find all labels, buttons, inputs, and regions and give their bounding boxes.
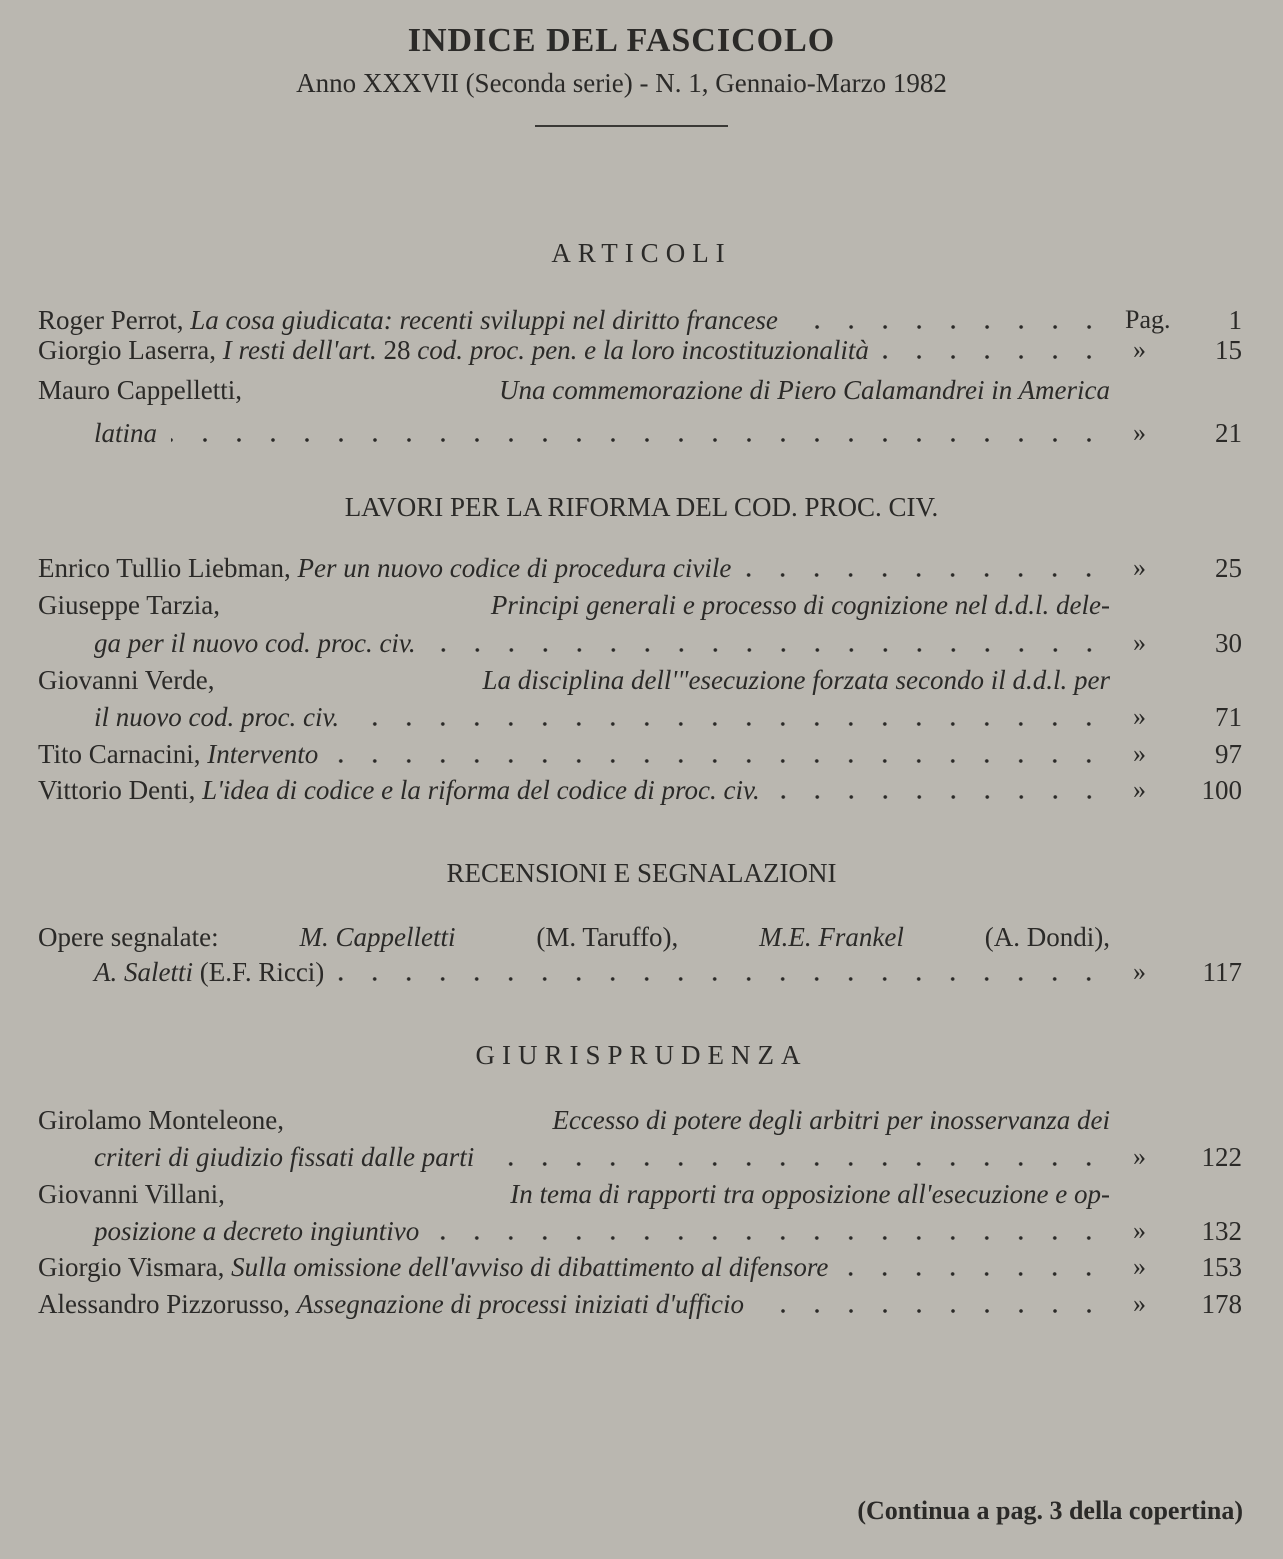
page-marker: » <box>1133 1142 1146 1171</box>
toc-entry-line <box>94 1214 1110 1248</box>
toc-entry-line <box>38 1103 1110 1137</box>
entry-title-text: I resti dell'art. <box>222 335 384 365</box>
dot-leader <box>774 793 1106 801</box>
dot-leader <box>792 323 1106 331</box>
section-heading: RECENSIONI E SEGNALAZIONI <box>446 858 837 888</box>
page-number: 117 <box>1202 957 1242 987</box>
toc-entry-line <box>38 551 1110 585</box>
page-number: 25 <box>1215 553 1242 583</box>
dot-leader <box>338 975 1106 983</box>
toc-entry-line <box>94 416 1110 450</box>
entry-author-text: Alessandro Pizzorusso, <box>38 1289 297 1319</box>
entry-author-text: Giovanni Verde, <box>38 665 222 695</box>
entry-title-text: Principi generali e processo di cognizione nel d.d.l. dele- <box>490 590 1110 620</box>
page-number: 122 <box>1201 1142 1242 1172</box>
entry-title-text: Per un nuovo codice di procedura civile <box>297 553 732 583</box>
page-number: 100 <box>1201 775 1242 805</box>
page-number: 178 <box>1201 1289 1242 1319</box>
entry-title-text: ga per il nuovo cod. proc. civ. <box>94 628 416 658</box>
entry-author-text: Mauro Cappelletti, <box>38 375 249 405</box>
entry-author-text: Giorgio Laserra, <box>38 335 223 365</box>
page-marker: » <box>1133 739 1146 768</box>
entry-author-text: (M. Taruffo), <box>536 922 686 952</box>
dot-leader <box>433 1234 1106 1242</box>
entry-title-text: Assegnazione di processi iniziati d'ufficio <box>296 1289 744 1319</box>
page-marker: » <box>1133 335 1146 364</box>
entry-title-text: M. Cappelletti <box>299 922 463 952</box>
dot-leader <box>883 353 1106 361</box>
entry-title-text: La disciplina dell'"esecuzione forzata secondo il d.d.l. per <box>482 665 1110 695</box>
dot-leader <box>353 720 1106 728</box>
entry-title-text: Intervento <box>207 739 319 769</box>
entry-title-text: A. Saletti <box>94 957 200 987</box>
document-title: INDICE DEL FASCICOLO <box>407 22 836 59</box>
toc-entry-line <box>38 1287 1110 1321</box>
entry-title-text: cod. proc. pen. e la loro incostituzionalità <box>417 335 869 365</box>
toc-entry-line <box>38 737 1110 771</box>
toc-entry-line <box>38 333 1110 367</box>
dot-leader <box>488 1160 1106 1168</box>
entry-title-text: La cosa giudicata: recenti sviluppi nel diritto francese <box>190 305 778 335</box>
dot-leader <box>745 571 1106 579</box>
toc-entry-line <box>94 1140 1110 1174</box>
entry-title-text: Sulla omissione dell'avviso di dibattimento al difensore <box>231 1252 829 1282</box>
toc-entry-line <box>38 303 1110 337</box>
entry-author-text: (A. Dondi), <box>984 922 1110 952</box>
toc-entry-line <box>38 1177 1110 1211</box>
toc-entry-line <box>94 700 1110 734</box>
entry-title-text: L'idea di codice e la riforma del codice di proc. civ. <box>202 775 760 805</box>
page-number: 71 <box>1215 702 1242 732</box>
entry-author-text: Opere segnalate: <box>38 922 226 952</box>
page-marker: Pag. <box>1125 305 1171 334</box>
toc-entry-line <box>38 920 1110 954</box>
page-marker: » <box>1133 1252 1146 1281</box>
toc-entry-line <box>38 588 1110 622</box>
toc-entry-line <box>38 663 1110 697</box>
entry-author-text: Giovanni Villani, <box>38 1179 232 1209</box>
entry-author-text: Roger Perrot, <box>38 305 191 335</box>
entry-author-text: Tito Carnacini, <box>38 739 208 769</box>
toc-entry-line <box>94 955 1110 989</box>
entry-author-text: Girolamo Monteleone, <box>38 1105 291 1135</box>
dot-leader <box>842 1270 1106 1278</box>
dot-leader <box>758 1307 1106 1315</box>
entry-author-text: Giorgio Vismara, <box>38 1252 232 1282</box>
dot-leader <box>171 436 1106 444</box>
page-marker: » <box>1133 702 1146 731</box>
entry-author-text: Vittorio Denti, <box>38 775 203 805</box>
toc-entry-line <box>38 373 1110 407</box>
entry-title-text: il nuovo cod. proc. civ. <box>94 702 340 732</box>
entry-title-text: In tema di rapporti tra opposizione all'esecuzione e op- <box>510 1179 1110 1209</box>
continuation-note: (Continua a pag. 3 della copertina) <box>857 1496 1243 1525</box>
entry-author-text: Enrico Tullio Liebman, <box>38 553 298 583</box>
entry-title-text: Una commemorazione di Piero Calamandrei in America <box>499 375 1110 405</box>
entry-title-text: M.E. Frankel <box>759 922 911 952</box>
page-number: 21 <box>1215 418 1242 448</box>
entry-title-text: latina <box>94 418 158 448</box>
toc-entry-line <box>94 626 1110 660</box>
dot-leader <box>430 646 1106 654</box>
section-heading: LAVORI PER LA RIFORMA DEL COD. PROC. CIV. <box>344 492 939 522</box>
entry-title-text: Eccesso di potere degli arbitri per inosservanza dei <box>552 1105 1110 1135</box>
entry-author-text: (E.F. Ricci) <box>199 957 325 987</box>
entry-author-text: 28 <box>383 335 418 365</box>
page-marker: » <box>1133 1216 1146 1245</box>
toc-entry-line <box>38 773 1110 807</box>
dot-leader <box>332 757 1106 765</box>
page-marker: » <box>1133 418 1146 447</box>
divider <box>535 125 728 127</box>
page-marker: » <box>1133 1289 1146 1318</box>
entry-author-text: Giuseppe Tarzia, <box>38 590 227 620</box>
page-marker: » <box>1133 775 1146 804</box>
entry-title-text: criteri di giudizio fissati dalle parti <box>94 1142 475 1172</box>
page-number: 153 <box>1201 1252 1242 1282</box>
page-number: 97 <box>1215 739 1242 769</box>
toc-entry-line <box>38 1250 1110 1284</box>
entry-title-text: posizione a decreto ingiuntivo <box>94 1216 420 1246</box>
page-number: 132 <box>1201 1216 1242 1246</box>
page-number: 15 <box>1215 335 1242 365</box>
section-heading: GIURISPRUDENZA <box>475 1040 808 1070</box>
page-marker: » <box>1133 628 1146 657</box>
issue-subtitle: Anno XXXVII (Seconda serie) - N. 1, Gennaio-Marzo 1982 <box>296 68 947 98</box>
page-number: 1 <box>1228 305 1242 335</box>
page-marker: » <box>1133 553 1146 582</box>
section-heading: ARTICOLI <box>551 238 732 268</box>
page-marker: » <box>1133 957 1146 986</box>
page-number: 30 <box>1215 628 1242 658</box>
